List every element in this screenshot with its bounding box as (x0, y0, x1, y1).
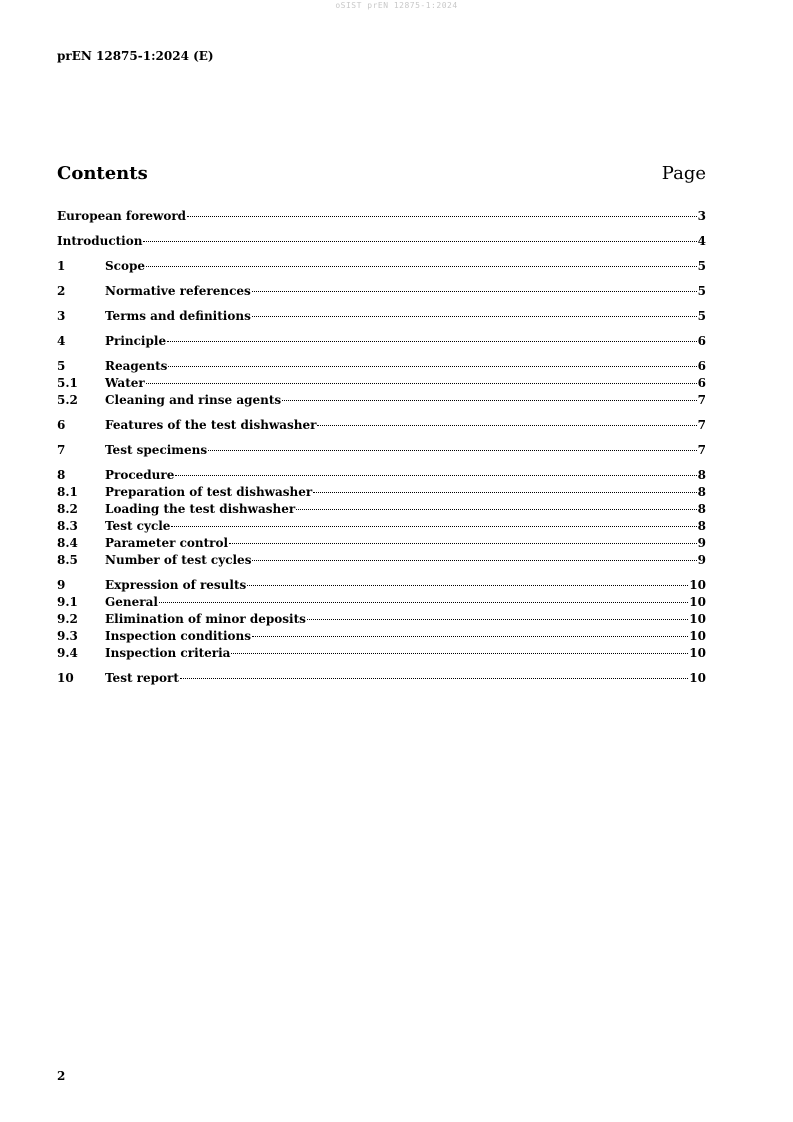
toc-entry-number: 8.1 (57, 485, 78, 499)
toc-entry-page: 8 (697, 502, 706, 516)
toc-entry-page: 10 (689, 595, 706, 609)
toc-entry-number: 1 (57, 259, 66, 273)
toc-entry[interactable] (57, 333, 706, 350)
toc-dot-leader (247, 584, 688, 586)
toc-entry[interactable] (57, 283, 706, 300)
toc-entry[interactable] (57, 484, 706, 501)
toc-entry[interactable] (57, 442, 706, 459)
toc-entry-title: Loading the test dishwasher (105, 502, 296, 516)
toc-entry-number: 6 (57, 418, 66, 432)
toc-entry-page: 3 (697, 209, 706, 223)
toc-entry-number: 9.4 (57, 646, 78, 660)
toc-entry-number: 8.4 (57, 536, 78, 550)
toc-entry-page: 5 (697, 284, 706, 298)
toc-entry-title: Preparation of test dishwasher (105, 485, 313, 499)
toc-entry-page: 6 (697, 376, 706, 390)
toc-entry-title: Introduction (57, 234, 143, 248)
toc-entry-page: 4 (697, 234, 706, 248)
toc-entry-title: Procedure (105, 468, 175, 482)
toc-entry-title: General (105, 595, 158, 609)
toc-entry-title: European foreword (57, 209, 187, 223)
toc-dot-leader (175, 474, 696, 476)
toc-entry[interactable] (57, 417, 706, 434)
toc-dot-leader (252, 559, 696, 561)
table-of-contents (57, 208, 706, 687)
toc-entry-title: Test specimens (105, 443, 208, 457)
toc-entry[interactable] (57, 552, 706, 569)
toc-entry-page: 6 (697, 359, 706, 373)
toc-dot-leader (168, 365, 696, 367)
toc-entry-number: 10 (57, 671, 74, 685)
toc-entry-page: 5 (697, 309, 706, 323)
toc-entry-number: 4 (57, 334, 66, 348)
toc-entry[interactable] (57, 611, 706, 628)
toc-entry-page: 8 (697, 519, 706, 533)
toc-dot-leader (187, 215, 697, 217)
toc-entry[interactable] (57, 670, 706, 687)
toc-entry[interactable] (57, 577, 706, 594)
toc-entry-title: Water (105, 376, 145, 390)
toc-entry-number: 9 (57, 578, 66, 592)
toc-entry-title: Normative references (105, 284, 251, 298)
toc-entry[interactable] (57, 501, 706, 518)
toc-entry-title: Inspection conditions (105, 629, 252, 643)
toc-dot-leader (252, 290, 697, 292)
toc-entry-title: Terms and definitions (105, 309, 251, 323)
toc-entry-number: 3 (57, 309, 66, 323)
toc-entry[interactable] (57, 358, 706, 375)
toc-entry-title: Expression of results (105, 578, 247, 592)
watermark: oSIST prEN 12875-1:2024 (335, 1, 458, 10)
toc-dot-leader (146, 265, 697, 267)
toc-entry-number: 2 (57, 284, 66, 298)
toc-dot-leader (171, 525, 696, 527)
toc-entry-page: 10 (689, 646, 706, 660)
toc-entry-title: Parameter control (105, 536, 229, 550)
toc-entry-page: 8 (697, 485, 706, 499)
toc-entry-page: 8 (697, 468, 706, 482)
toc-entry[interactable] (57, 392, 706, 409)
toc-entry-number: 9.3 (57, 629, 78, 643)
toc-entry-number: 5 (57, 359, 66, 373)
toc-entry-page: 9 (697, 553, 706, 567)
toc-entry-page: 10 (689, 578, 706, 592)
toc-entry-page: 10 (689, 629, 706, 643)
toc-entry-title: Number of test cycles (105, 553, 252, 567)
page-column-label: Page (661, 163, 706, 184)
contents-title: Contents (57, 163, 148, 184)
toc-dot-leader (180, 677, 688, 679)
toc-dot-leader (307, 618, 688, 620)
toc-dot-leader (231, 652, 688, 654)
toc-entry-number: 8.3 (57, 519, 78, 533)
toc-entry[interactable] (57, 375, 706, 392)
toc-entry-title: Cleaning and rinse agents (105, 393, 282, 407)
toc-entry[interactable] (57, 467, 706, 484)
document-id: prEN 12875-1:2024 (E) (57, 49, 214, 63)
toc-entry-title: Reagents (105, 359, 168, 373)
toc-entry[interactable] (57, 308, 706, 325)
toc-dot-leader (159, 601, 688, 603)
toc-entry[interactable] (57, 645, 706, 662)
toc-dot-leader (313, 491, 696, 493)
toc-entry-title: Features of the test dishwasher (105, 418, 317, 432)
toc-entry[interactable] (57, 518, 706, 535)
toc-entry-page: 7 (697, 393, 706, 407)
toc-dot-leader (317, 424, 696, 426)
toc-dot-leader (167, 340, 697, 342)
toc-entry-page: 5 (697, 259, 706, 273)
toc-entry-number: 8 (57, 468, 66, 482)
toc-entry[interactable] (57, 208, 706, 225)
toc-entry-page: 6 (697, 334, 706, 348)
toc-dot-leader (143, 240, 696, 242)
toc-entry-title: Principle (105, 334, 167, 348)
toc-entry[interactable] (57, 233, 706, 250)
contents-header (57, 163, 706, 189)
toc-entry-title: Test report (105, 671, 179, 685)
toc-entry-number: 7 (57, 443, 66, 457)
toc-entry-number: 5.2 (57, 393, 78, 407)
toc-entry[interactable] (57, 594, 706, 611)
toc-dot-leader (282, 399, 696, 401)
toc-entry-page: 10 (689, 612, 706, 626)
page-number: 2 (57, 1069, 66, 1083)
toc-dot-leader (252, 635, 688, 637)
toc-entry-number: 8.2 (57, 502, 78, 516)
toc-dot-leader (296, 508, 696, 510)
toc-dot-leader (252, 315, 697, 317)
toc-entry-number: 8.5 (57, 553, 78, 567)
toc-entry-number: 9.1 (57, 595, 78, 609)
toc-entry-number: 5.1 (57, 376, 78, 390)
toc-entry-page: 7 (697, 443, 706, 457)
toc-entry-title: Test cycle (105, 519, 171, 533)
toc-dot-leader (146, 382, 697, 384)
toc-dot-leader (229, 542, 697, 544)
toc-entry-title: Inspection criteria (105, 646, 231, 660)
toc-entry-page: 10 (689, 671, 706, 685)
toc-entry-page: 7 (697, 418, 706, 432)
toc-entry[interactable] (57, 258, 706, 275)
toc-entry-number: 9.2 (57, 612, 78, 626)
toc-entry-page: 9 (697, 536, 706, 550)
toc-entry[interactable] (57, 628, 706, 645)
toc-dot-leader (208, 449, 697, 451)
toc-entry-title: Elimination of minor deposits (105, 612, 306, 626)
toc-entry[interactable] (57, 535, 706, 552)
toc-entry-title: Scope (105, 259, 146, 273)
